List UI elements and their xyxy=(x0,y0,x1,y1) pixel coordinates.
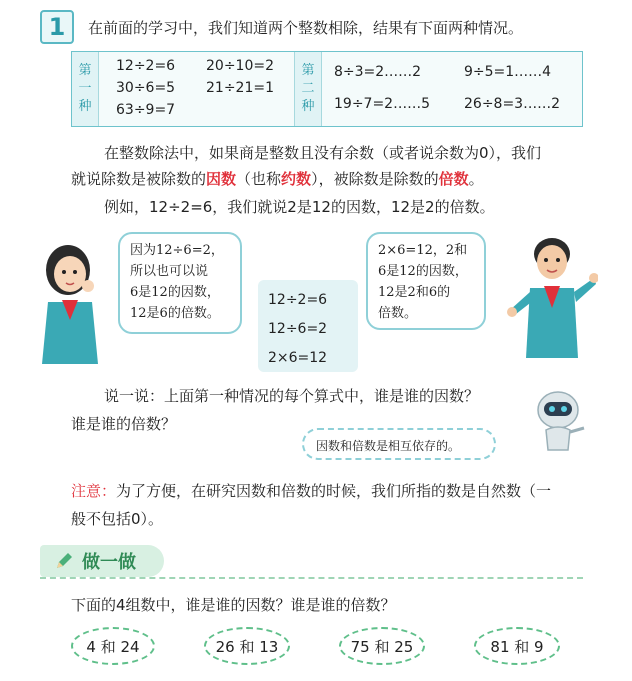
equation: 20÷10=2 xyxy=(206,58,274,74)
label-char: 种 xyxy=(78,99,92,114)
first-case-label xyxy=(72,52,99,126)
term-factor: 因数 xyxy=(206,170,237,188)
center-equation-box xyxy=(258,280,358,372)
girl-speech-bubble xyxy=(118,232,242,334)
equation: 12÷2=6 xyxy=(116,58,176,74)
boy-illustration xyxy=(506,230,598,358)
girl-illustration xyxy=(40,240,110,364)
equation: 12÷2=6 xyxy=(268,292,328,308)
bubble-line: 倍数。 xyxy=(378,306,418,321)
label-char: 种 xyxy=(301,99,315,114)
label-char: 第 xyxy=(78,63,92,78)
note-label: 注意： xyxy=(71,482,117,500)
label-char: 一 xyxy=(78,81,92,96)
problem-intro: 在前面的学习中，我们知道两个整数相除，结果有下面两种情况。 xyxy=(88,19,524,37)
bubble-line: 2×6=12，2和 xyxy=(378,243,468,258)
note-line-2: 般不包括0）。 xyxy=(71,510,164,528)
text: （也称 xyxy=(236,170,282,188)
boy-speech-bubble xyxy=(366,232,486,330)
pencil-icon xyxy=(54,551,74,571)
bubble-line: 12是2和6的 xyxy=(378,285,451,300)
equation: 30÷6=5 xyxy=(116,80,176,96)
label-char: 二 xyxy=(301,81,315,96)
robot-illustration xyxy=(532,388,588,452)
equation: 2×6=12 xyxy=(268,350,328,366)
equation: 9÷5=1……4 xyxy=(464,64,552,80)
say-line-2: 谁是谁的倍数？ xyxy=(71,415,177,433)
second-case-label xyxy=(294,52,322,126)
definition-line-2 xyxy=(71,166,484,192)
practice-section-tag xyxy=(40,545,164,577)
practice-title: 做一做 xyxy=(82,552,136,573)
robot-tip-bubble: 因数和倍数是相互依存的。 xyxy=(302,428,496,460)
label-char: 第 xyxy=(301,63,315,78)
bubble-line: 6是12的因数， xyxy=(130,285,220,300)
practice-question: 下面的4组数中，谁是谁的因数？谁是谁的倍数？ xyxy=(71,596,396,614)
equation: 12÷6=2 xyxy=(268,321,328,337)
text: 为了方便，在研究因数和倍数的时候，我们所指的数是自然数（一 xyxy=(116,482,552,500)
bubble-line: 12是6的倍数。 xyxy=(130,306,220,321)
definition-line-1: 在整数除法中，如果商是整数且没有余数（或者说余数为0），我们 xyxy=(104,144,542,162)
equation: 26÷8=3……2 xyxy=(464,96,560,112)
bubble-line: 6是12的因数， xyxy=(378,264,468,279)
text: ），被除数是除数的 xyxy=(311,170,439,188)
equation: 8÷3=2……2 xyxy=(334,64,422,80)
equation: 63÷9=7 xyxy=(116,102,176,118)
term-multiple: 倍数 xyxy=(438,170,469,188)
example-text: 例如，12÷2=6，我们就说2是12的因数，12是2的倍数。 xyxy=(104,198,495,216)
number-group: 75 和 25 xyxy=(339,627,425,665)
term-divisor: 约数 xyxy=(281,170,312,188)
number-group: 81 和 9 xyxy=(474,627,560,665)
equation: 21÷21=1 xyxy=(206,80,274,96)
division-cases-table xyxy=(71,51,583,127)
bubble-line: 所以也可以说 xyxy=(130,264,209,279)
number-group: 4 和 24 xyxy=(71,627,155,665)
text: 。 xyxy=(468,170,484,188)
text: 就说除数是被除数的 xyxy=(71,170,207,188)
number-group: 26 和 13 xyxy=(204,627,290,665)
note-line-1 xyxy=(71,478,551,504)
say-line-1: 说一说：上面第一种情况的每个算式中，谁是谁的因数？ xyxy=(104,387,480,405)
section-divider xyxy=(40,577,583,579)
equation: 19÷7=2……5 xyxy=(334,96,430,112)
bubble-line: 因为12÷6=2， xyxy=(130,243,224,258)
problem-number-badge: 1 xyxy=(40,10,74,44)
